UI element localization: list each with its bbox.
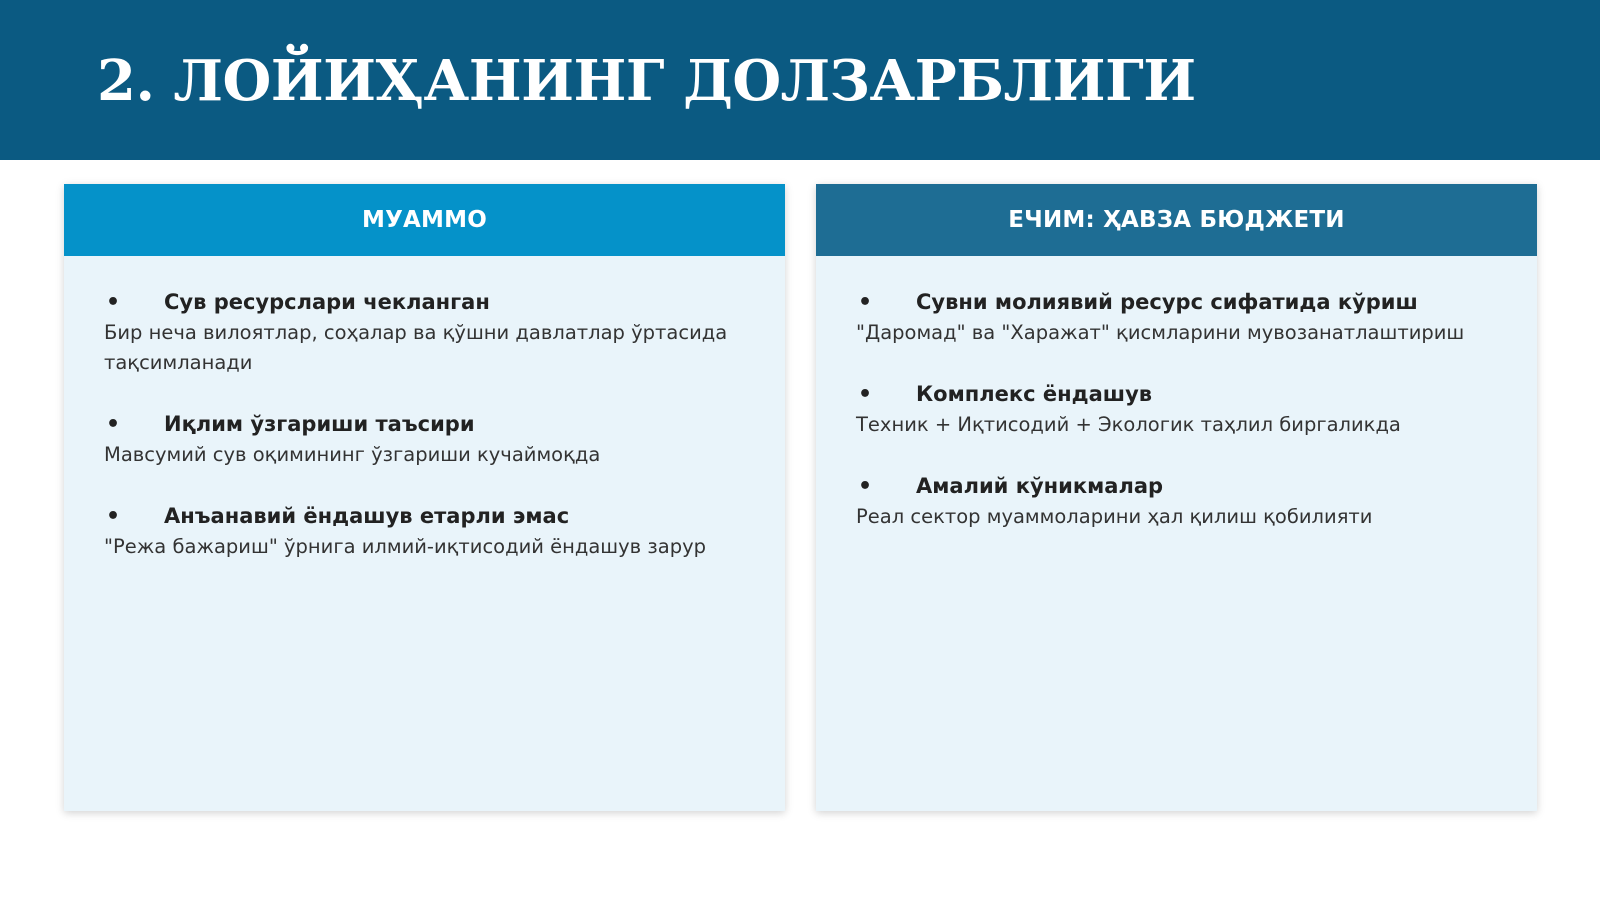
item-description: "Режа бажариш" ўрнига илмий-иқтисодий ёндашув зарур <box>104 535 706 558</box>
item-description: Мавсумий сув оқимининг ўзгариши кучаймоқда <box>104 443 601 466</box>
item-title: Сувни молиявий ресурс сифатида кўриш <box>916 290 1418 314</box>
list-item <box>856 286 1497 348</box>
list-item <box>104 408 745 470</box>
bullet-icon: • <box>106 289 121 315</box>
list-item <box>104 500 745 562</box>
item-description: "Даромад" ва "Харажат" қисмларини мувозанатлаштириш <box>856 321 1465 344</box>
problem-list <box>64 256 785 562</box>
item-description: Техник + Иқтисодий + Экологик таҳлил биргаликда <box>856 413 1401 436</box>
item-title: Сув ресурслари чекланган <box>164 290 490 314</box>
solution-panel <box>816 184 1537 811</box>
list-item <box>856 378 1497 440</box>
bullet-icon: • <box>858 289 873 315</box>
item-description: Реал сектор муаммоларини ҳал қилиш қобилияти <box>856 505 1373 528</box>
problem-header: МУАММО <box>64 184 785 256</box>
list-item <box>856 470 1497 532</box>
item-title: Иқлим ўзгариши таъсири <box>164 412 475 436</box>
bullet-icon: • <box>106 411 121 437</box>
slide-title: 2. ЛОЙИҲАНИНГ ДОЛЗАРБЛИГИ <box>97 48 1196 114</box>
bullet-icon: • <box>858 381 873 407</box>
solution-header: ЕЧИМ: ҲАВЗА БЮДЖЕТИ <box>816 184 1537 256</box>
item-title: Анъанавий ёндашув етарли эмас <box>164 504 570 528</box>
solution-list <box>816 256 1537 532</box>
item-description: Бир неча вилоятлар, соҳалар ва қўшни давлатлар ўртасида тақсимланади <box>104 321 728 374</box>
item-title: Комплекс ёндашув <box>916 382 1153 406</box>
bullet-icon: • <box>106 503 121 529</box>
list-item <box>104 286 745 378</box>
title-bar <box>0 0 1600 160</box>
bullet-icon: • <box>858 473 873 499</box>
item-title: Амалий кўникмалар <box>916 474 1164 498</box>
problem-panel <box>64 184 785 811</box>
